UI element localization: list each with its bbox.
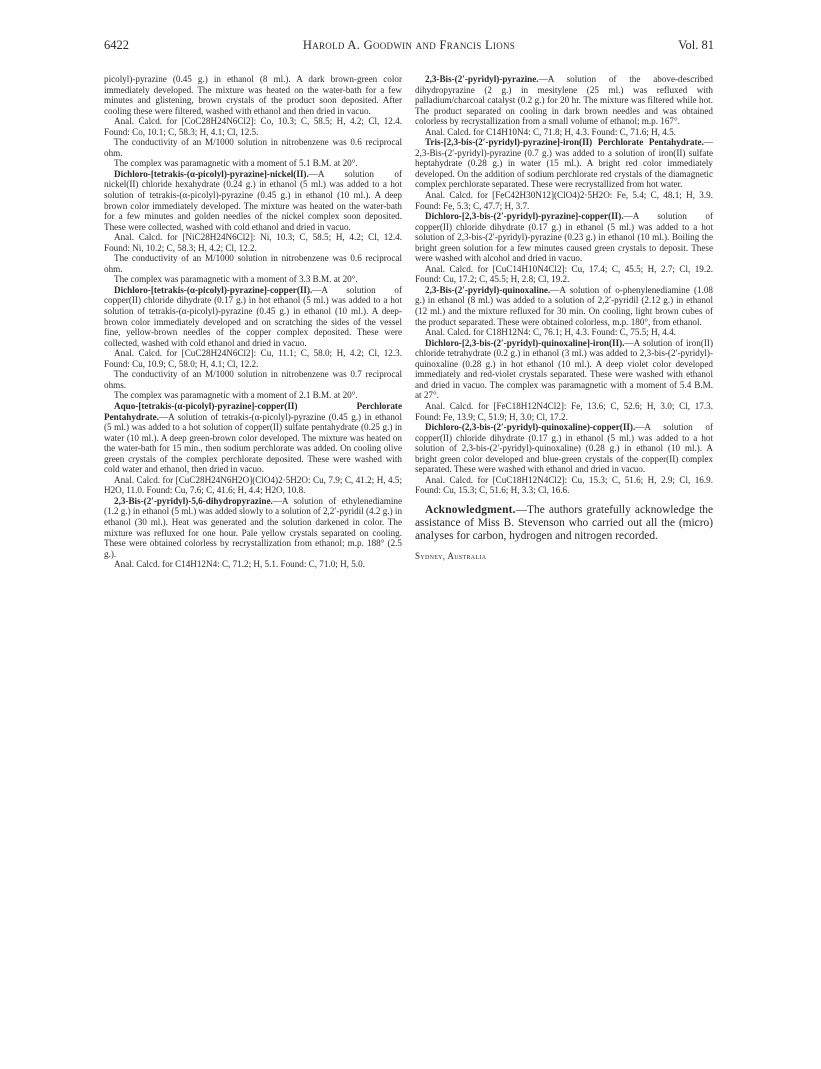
section-paragraph bbox=[415, 338, 713, 401]
paragraph: The conductivity of an M/1000 solution in nitrobenzene was 0.6 reciprocal ohm. bbox=[104, 137, 402, 158]
analysis-paragraph: Anal. Calcd. for [CoC28H24N6Cl2]: Co, 10.3; C, 58.5; H, 4.2; Cl, 12.4. Found: Co, 10.1; C, 58.3; H, 4.1; Cl, 12.5. bbox=[104, 116, 402, 137]
analysis-paragraph: Anal. Calcd. for [NiC28H24N6Cl2]: Ni, 10.3; C, 58.5; H, 4.2; Cl, 12.4. Found: Ni, 10.2; C, 58.3; H, 4.2; Cl, 12.2. bbox=[104, 232, 402, 253]
section-text: —2,3-Bis-(2′-pyridyl)-pyrazine (0.7 g.) was added to a solution of iron(II) sulfate heptahydrate (0.28 g.) in water (15 ml.). A bright red color immediately developed. On the addition of sodium perchlorate red crystals of the diamagnetic complex perchlorate separated. These were recrystallized from hot water. bbox=[415, 137, 713, 190]
section-text: —A solution of nickel(II) chloride hexahydrate (0.24 g.) in ethanol (5 ml.) was added to a hot solution of tetrakis-(α-picolyl)-pyrazine (0.45 g.) in ethanol (10 ml.). A deep brown color immediately developed. The mixture was heated on the water-bath for a few minutes and golden needles of the nickel complex soon deposited. These were collected, washed with cold ethanol and dried in vacuo. bbox=[104, 168, 402, 232]
section-paragraph bbox=[104, 169, 402, 232]
section-heading: Aquo-[tetrakis-(α-picolyl)-pyrazine]-copper(II) Perchlorate Pentahydrate. bbox=[104, 400, 402, 422]
section-paragraph bbox=[415, 211, 713, 264]
section-text: —A solution of copper(II) chloride dihydrate (0.17 g.) in ethanol (5 ml.) was added to a hot solution of 2,3-bis-(2′-pyridyl)-quinoxaline) (0.28 g.) in ethanol (10 ml.). A bright green color developed and blue-green crystals of the copper(II) complex separated. These were washed with ethanol and dried in vacuo. bbox=[415, 422, 713, 475]
paragraph: The complex was paramagnetic with a moment of 3.3 B.M. at 20°. bbox=[114, 274, 358, 285]
section-text: —A solution of copper(II) chloride dihydrate (0.17 g.) in ethanol (5 ml.) was added to a hot solution of 2,3-bis-(2′-pyridyl)-pyrazine (0.23 g.) in ethanol (10 ml.). Boiling the bright green solution for a few minutes caused green crystals to deposit. These were washed with alcohol and dried in vacuo. bbox=[415, 211, 713, 264]
section-text: —A solution of the above-described dihydropyrazine (2 g.) in mesitylene (25 ml.) was refluxed with palladium/charcoal catalyst (0.2 g.) for 20 hr. The mixture was filtered while hot. The product separated on cooling in dark brown needles and was obtained colorless by recrystallization from a small volume of ethanol; m.p. 167°. bbox=[415, 74, 713, 127]
page-number: 6422 bbox=[104, 38, 129, 52]
running-title: Harold A. Goodwin and Francis Lions bbox=[302, 38, 516, 52]
section-heading: 2,3-Bis-(2′-pyridyl)-pyrazine. bbox=[425, 74, 539, 84]
section-paragraph bbox=[104, 496, 402, 559]
section-paragraph bbox=[415, 74, 713, 127]
acknowledgment bbox=[415, 504, 713, 544]
section-text: —A solution of tetrakis-(α-picolyl)-pyrazine (0.45 g.) in ethanol (5 ml.) was added to a hot solution of copper(II) sulfate pentahydrate (0.25 g.) in water (10 ml.). A deep green-brown color developed. The mixture was heated on the water-bath for 15 min., then sodium perchlorate was added. On cooling olive green crystals of the complex perchlorate deposited. These were washed with cold water and ethanol, then dried in vacuo. bbox=[104, 411, 402, 475]
section-text: —A solution of o-phenylenediamine (1.08 g.) in ethanol (8 ml.) was added to a solution of 2,2′-pyridil (2.12 g.) in ethanol (12 ml.) and the mixture refluxed for 30 min. On cooling, light brown cubes of the product separated. These were obtained colorless, m.p. 180°, from ethanol. bbox=[415, 284, 713, 327]
section-heading: Dichloro-[2,3-bis-(2′-pyridyl)-pyrazine]-copper(II). bbox=[425, 211, 624, 222]
section-text: —A solution of ethylenediamine (1.2 g.) in ethanol (5 ml.) was added slowly to a solution of 2,2′-pyridil (4.2 g.) in ethanol (30 ml.). Heat was generated and the solution darkened in color. The mixture was refluxed for one hour. Pale yellow crystals separated on cooling. These were obtained colorless by recrystallization from ethanol; m.p. 188° (2.5 g.). bbox=[104, 495, 403, 559]
paragraph: The complex was paramagnetic with a moment of 2.1 B.M. at 20°. bbox=[114, 390, 358, 401]
acknowledgment-heading: Acknowledgment. bbox=[425, 503, 516, 516]
volume-label: Vol. 81 bbox=[678, 38, 714, 52]
section-heading: Dichloro-[tetrakis-(α-picolyl)-pyrazine]-nickel(II). bbox=[114, 168, 309, 179]
analysis-paragraph: Anal. Calcd. for C18H12N4: C, 76.1; H, 4.3. Found: C, 75.5; H, 4.4. bbox=[425, 327, 676, 338]
section-heading: Dichloro-(2,3-bis-(2′-pyridyl)-quinoxaline)-copper(II). bbox=[425, 422, 636, 433]
section-heading: Tris-[2,3-bis-(2′-pyridyl)-pyrazine]-iron(II) Perchlorate Pentahydrate. bbox=[425, 137, 704, 148]
analysis-paragraph: Anal. Calcd. for [CuC28H24N6Cl2]: Cu, 11.1; C, 58.0; H, 4.2; Cl, 12.3. Found: Cu, 10.9; C, 58.0; H, 4.1; Cl, 12.2. bbox=[104, 348, 402, 369]
analysis-paragraph: Anal. Calcd. for C14H10N4: C, 71.8; H, 4.3. Found: C, 71.6; H, 4.5. bbox=[425, 126, 676, 137]
analysis-paragraph: Anal. Calcd. for [CuC14H10N4Cl2]: Cu, 17.4; C, 45.5; H, 2.7; Cl, 19.2. Found: Cu, 17.2; C, 45.5; H, 2.8; Cl, 19.2. bbox=[415, 263, 713, 285]
section-heading: Dichloro-[tetrakis-(α-picolyl)-pyrazine]-copper(II). bbox=[114, 284, 313, 295]
section-heading: 2,3-Bis-(2′-pyridyl)-quinoxaline. bbox=[425, 284, 551, 295]
section-text: —A solution of iron(II) chloride tetrahydrate (0.2 g.) in ethanol (3 ml.) was added to 2,3-bis-(2′-pyridyl)-quinoxaline (0.28 g.) in hot ethanol (10 ml.). A deep violet color developed immediately and red-violet crystals separated. These were washed with ethanol and dried in vacuo. The complex was paramagnetic with a moment of 5.4 B.M. at 27°. bbox=[415, 337, 713, 401]
author-location: Sydney, Australia bbox=[415, 551, 487, 562]
paragraph: The conductivity of an M/1000 solution in nitrobenzene was 0.7 reciprocal ohms. bbox=[104, 369, 402, 390]
left-column bbox=[104, 74, 402, 570]
acknowledgment-text: —The authors gratefully acknowledge the assistance of Miss B. Stevenson who carried out all the (micro) analyses for carbon, hydrogen and nitrogen recorded. bbox=[415, 503, 713, 543]
section-heading: 2,3-Bis-(2′-pyridyl)-5,6-dihydropyrazine. bbox=[114, 495, 273, 506]
section-paragraph bbox=[415, 137, 713, 190]
section-heading: Dichloro-[2,3-bis-(2′-pyridyl)-quinoxaline]-iron(II). bbox=[425, 337, 625, 348]
section-paragraph bbox=[415, 285, 713, 327]
page-header bbox=[104, 38, 714, 56]
analysis-paragraph: Anal. Calcd. for [CuC18H12N4Cl2]: Cu, 15.3; C, 51.6; H, 2.9; Cl, 16.9. Found: Cu, 15.3; C, 51.6; H, 3.3; Cl, 16.6. bbox=[415, 474, 713, 496]
paragraph: picolyl)-pyrazine (0.45 g.) in ethanol (8 ml.). A dark brown-green color immediately developed. The mixture was heated on the water-bath for a few minutes and glistening, brown crystals of the product soon deposited. After cooling these were filtered, washed with ethanol and then dried in vacuo. bbox=[104, 74, 402, 116]
paragraph: The conductivity of an M/1000 solution in nitrobenzene was 0.6 reciprocal ohm. bbox=[104, 253, 402, 274]
analysis-paragraph: Anal. Calcd. for [FeC42H30N12](ClO4)2·5H2O: Fe, 5.4; C, 48.1; H, 3.9. Found: Fe, 5.3; C, 47.7; H, 3.7. bbox=[415, 190, 713, 211]
analysis-paragraph: Anal. Calcd. for C14H12N4: C, 71.2; H, 5.1. Found: C, 71.0; H, 5.0. bbox=[114, 559, 365, 570]
paragraph: The complex was paramagnetic with a moment of 5.1 B.M. at 20°. bbox=[114, 158, 358, 169]
section-paragraph bbox=[104, 401, 402, 475]
section-paragraph bbox=[104, 285, 402, 348]
section-text: —A solution of copper(II) chloride dihydrate (0.17 g.) in hot ethanol (5 ml.) was added to a hot solution of tetrakis-(α-picolyl)-pyrazine (0.45 g.) in ethanol (10 ml.). A deep-brown color immediately developed and on scratching the sides of the vessel fine, yellow-brown needles of the copper complex deposited. These were collected, washed with cold ethanol and dried in vacuo. bbox=[104, 284, 402, 348]
right-column bbox=[415, 74, 713, 562]
analysis-paragraph: Anal. Calcd. for [CuC28H24N6H2O](ClO4)2·5H2O: Cu, 7.9; C, 41.2; H, 4.5; H2O, 11.0. Found: Cu, 7.6; C, 41.6; H, 4.4; H2O, 10.8. bbox=[104, 474, 402, 496]
section-paragraph bbox=[415, 422, 713, 475]
analysis-paragraph: Anal. Calcd. for [FeC18H12N4Cl2]: Fe, 13.6; C, 52.6; H, 3.0; Cl, 17.3. Found: Fe, 13.9; C, 51.9; H, 3.0; Cl, 17.2. bbox=[415, 400, 713, 422]
